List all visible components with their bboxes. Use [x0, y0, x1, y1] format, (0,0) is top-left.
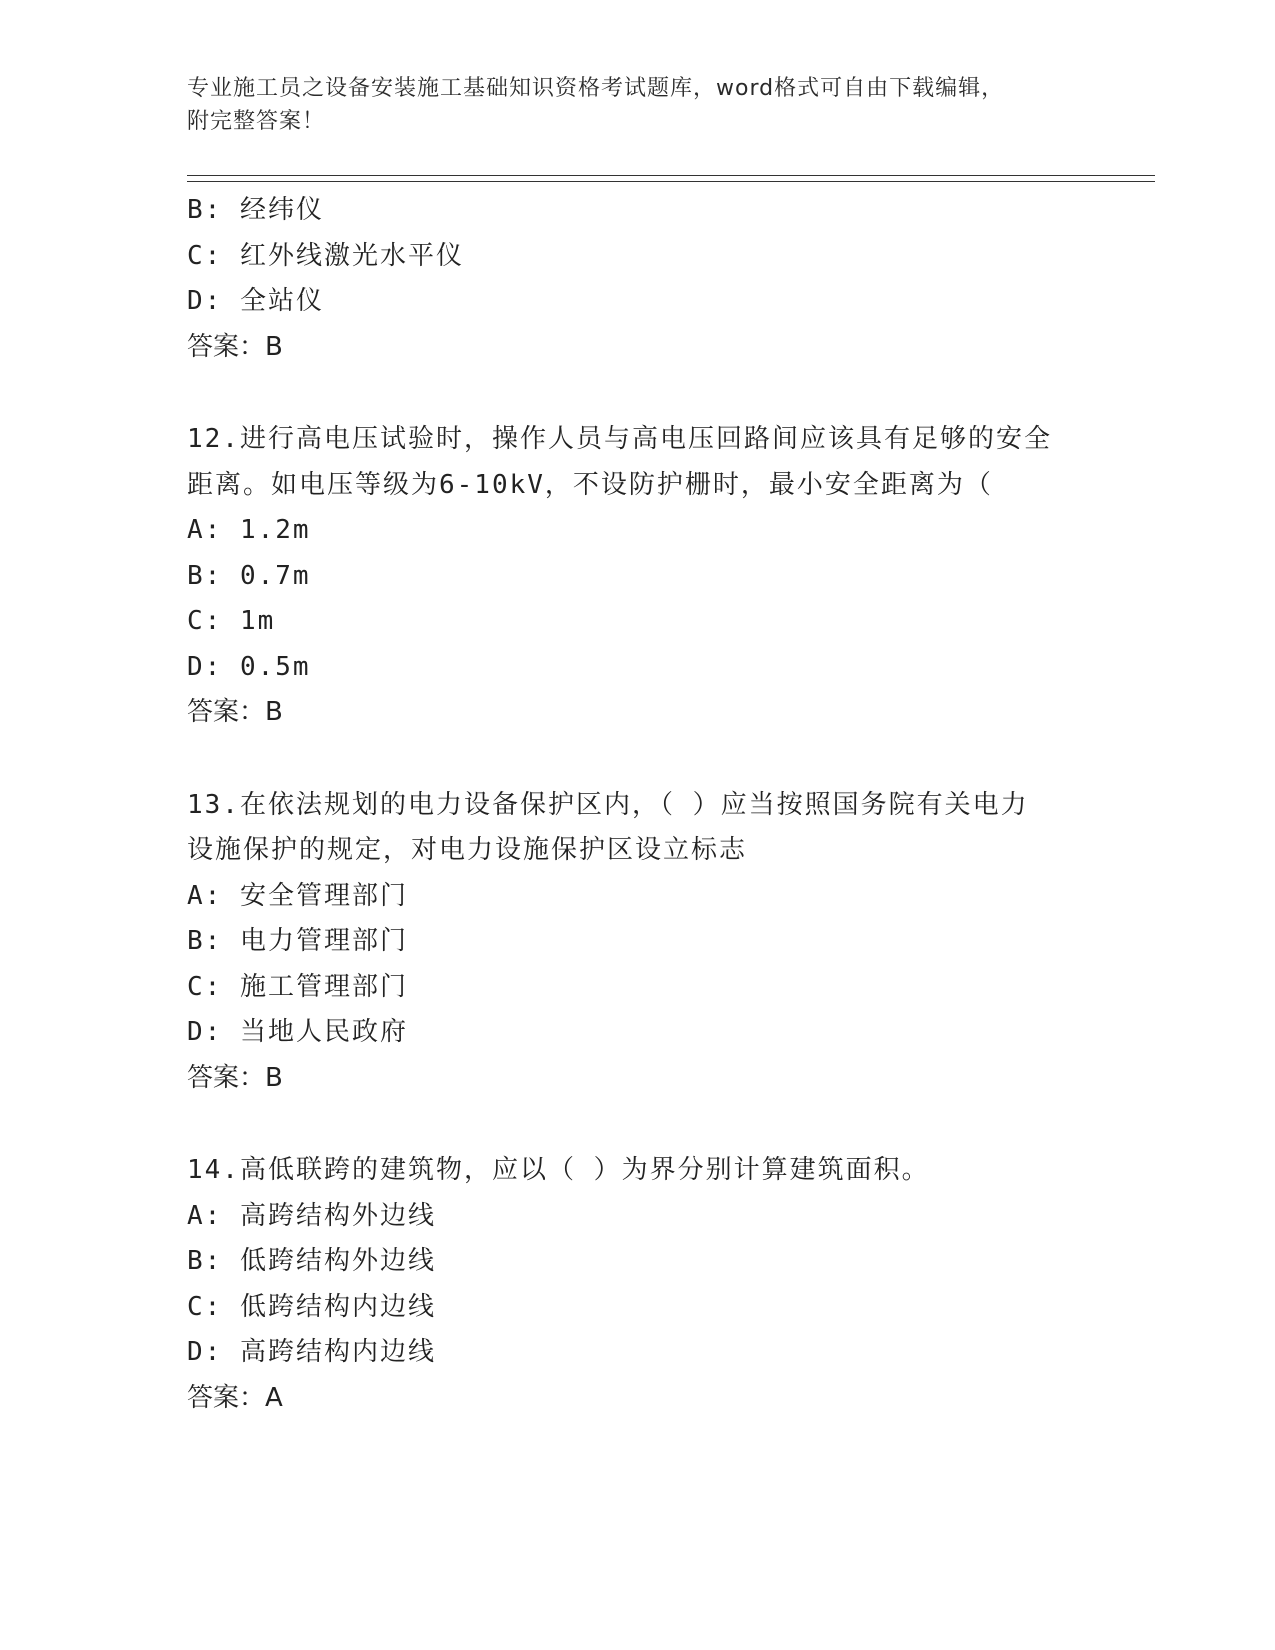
option-d: D: 高跨结构内边线 — [187, 1337, 436, 1367]
option-d: D: 全站仪 — [187, 286, 324, 316]
question-12 — [187, 417, 1107, 736]
answer-line: 答案：B — [187, 1062, 283, 1093]
question-13 — [187, 783, 1107, 1102]
option-b: B: 经纬仪 — [187, 195, 324, 225]
question-stem-line-1: 14.高低联跨的建筑物，应以（ ）为界分别计算建筑面积。 — [187, 1155, 930, 1185]
question-gap — [187, 1101, 1107, 1148]
question-stem-line-1: 12.进行高电压试验时，操作人员与高电压回路间应该具有足够的安全 — [187, 424, 1052, 454]
option-c: C: 红外线激光水平仪 — [187, 240, 464, 271]
option-c: C: 低跨结构内边线 — [187, 1291, 436, 1322]
question-14 — [187, 1148, 1107, 1421]
option-b: B: 0.7m — [187, 560, 311, 591]
option-b: B: 电力管理部门 — [187, 926, 408, 956]
question-stem-line-2: 距离。如电压等级为6-10kV，不设防护栅时，最小安全距离为（ — [187, 469, 993, 500]
header-line-2: 附完整答案！ — [187, 109, 326, 134]
question-list — [187, 188, 1107, 1421]
question-gap — [187, 736, 1107, 783]
answer-line: 答案：B — [187, 331, 283, 362]
option-c: C: 1m — [187, 606, 276, 636]
header-line-1: 专业施工员之设备安装施工基础知识资格考试题库，word格式可自由下载编辑， — [187, 76, 1005, 101]
header-divider-top — [187, 175, 1155, 176]
question-stem-line-1: 13.在依法规划的电力设备保护区内，（ ）应当按照国务院有关电力 — [187, 789, 1029, 820]
answer-line: 答案：A — [187, 1382, 283, 1413]
option-d: D: 当地人民政府 — [187, 1017, 408, 1047]
option-b: B: 低跨结构外边线 — [187, 1246, 436, 1276]
document-header — [187, 72, 1087, 138]
option-c: C: 施工管理部门 — [187, 971, 408, 1002]
question-11 — [187, 188, 1107, 370]
option-a: A: 1.2m — [187, 515, 311, 545]
question-gap — [187, 370, 1107, 417]
option-a: A: 高跨结构外边线 — [187, 1200, 436, 1231]
header-divider-bottom — [187, 181, 1155, 182]
question-stem-line-2: 设施保护的规定，对电力设施保护区设立标志 — [187, 835, 748, 865]
option-d: D: 0.5m — [187, 651, 311, 682]
option-a: A: 安全管理部门 — [187, 880, 408, 911]
answer-line: 答案：B — [187, 697, 283, 727]
